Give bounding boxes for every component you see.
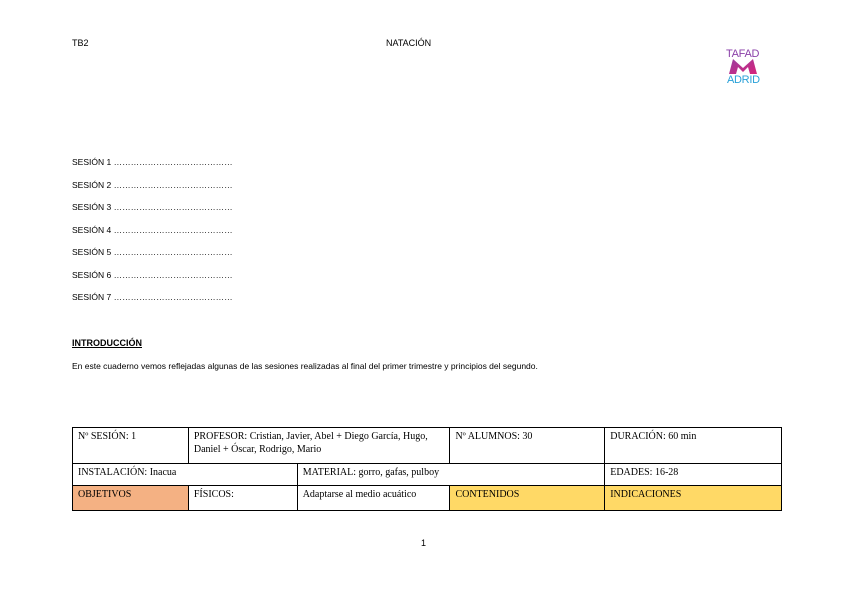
- table-row: [73, 486, 782, 511]
- session-number-cell: Nº SESIÓN: 1: [73, 428, 189, 464]
- header-left: TB2: [72, 38, 89, 48]
- session-index-item: SESIÓN 1 ……………………………………: [72, 157, 233, 167]
- table-row: [73, 428, 782, 464]
- document-title: NATACIÓN: [386, 38, 432, 48]
- logo-m-icon: [728, 58, 758, 75]
- table-row: [73, 464, 782, 486]
- logo-text-bottom: ADRID: [727, 74, 760, 86]
- session-index-item: SESIÓN 6 ……………………………………: [72, 269, 233, 280]
- teacher-cell: PROFESOR: Cristian, Javier, Abel + Diego García, Hugo, Daniel + Óscar, Rodrigo, Mario: [188, 428, 450, 464]
- intro-paragraph: En este cuaderno vemos reflejadas algunas de las sesiones realizadas al final del primer trimestre y principios del segundo.: [72, 361, 538, 371]
- facility-cell: INSTALACIÓN: Inacua: [73, 464, 298, 486]
- objectives-header-cell: OBJETIVOS: [73, 486, 189, 511]
- intro-heading: INTRODUCCIÓN: [72, 338, 142, 348]
- session-table: [72, 427, 782, 511]
- students-cell: Nº ALUMNOS: 30: [450, 428, 605, 464]
- page-number: 1: [421, 538, 427, 548]
- tafad-logo: [720, 48, 770, 88]
- indications-header-cell: INDICACIONES: [605, 486, 782, 511]
- session-index-item: SESIÓN 2 ……………………………………: [72, 179, 233, 190]
- duration-cell: DURACIÓN: 60 min: [605, 428, 782, 464]
- session-index-item: SESIÓN 5 ……………………………………: [72, 247, 233, 257]
- session-index: [72, 157, 233, 315]
- ages-cell: EDADES: 16-28: [605, 464, 782, 486]
- physical-cell: FÍSICOS:: [188, 486, 297, 511]
- contents-header-cell: CONTENIDOS: [450, 486, 605, 511]
- logo-text-top: TAFAD: [726, 48, 760, 60]
- objective-text-cell: Adaptarse al medio acuático: [297, 486, 450, 511]
- session-index-item: SESIÓN 7 ……………………………………: [72, 292, 233, 302]
- material-cell: MATERIAL: gorro, gafas, pulboy: [297, 464, 605, 486]
- session-index-item: SESIÓN 3 ……………………………………: [72, 202, 233, 212]
- session-index-item: SESIÓN 4 ……………………………………: [72, 224, 233, 235]
